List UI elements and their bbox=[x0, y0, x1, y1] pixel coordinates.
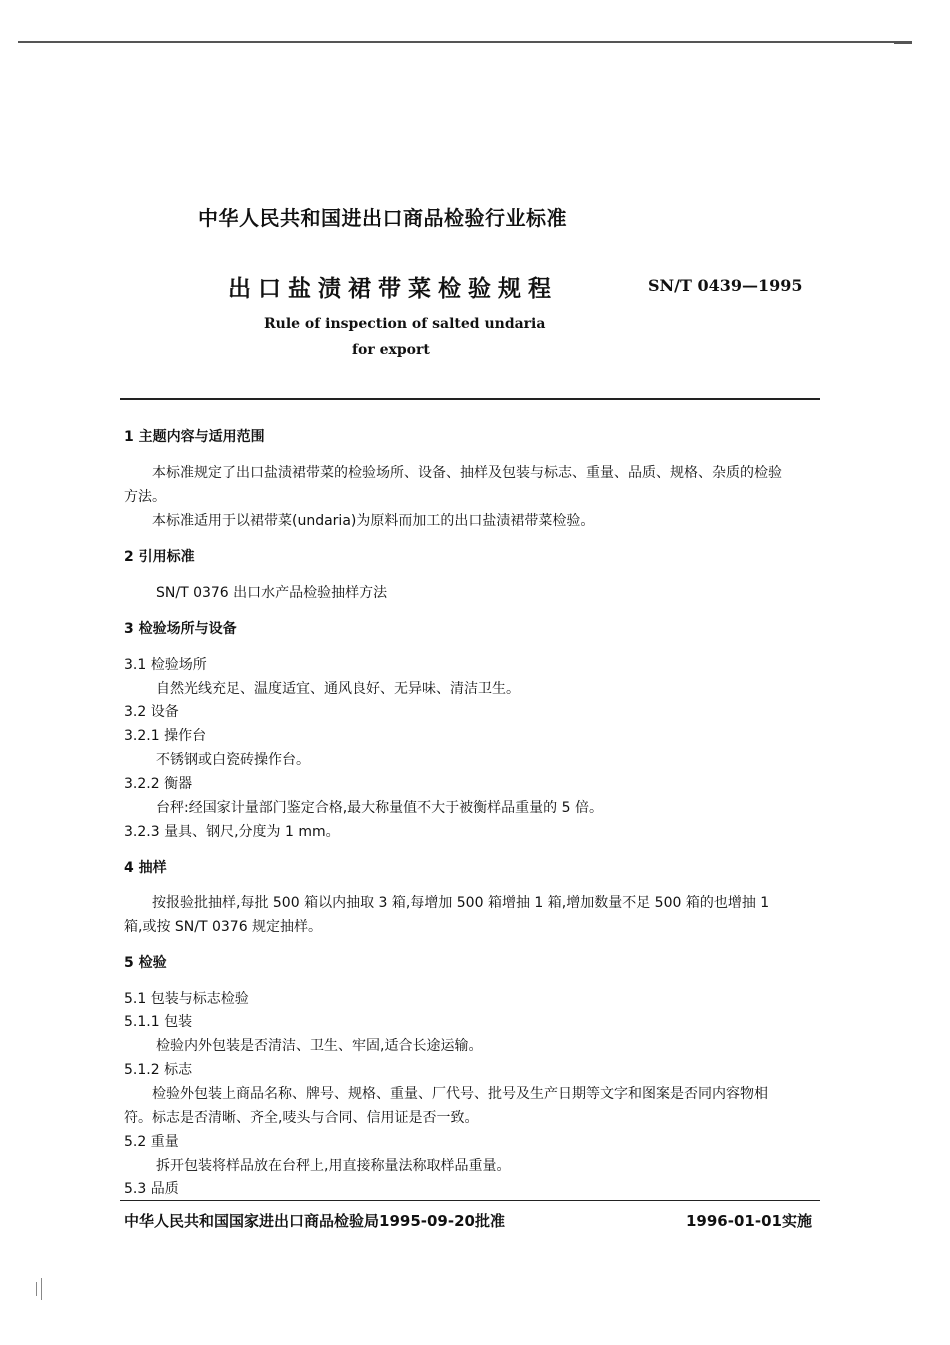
clause-5-1-1-text: 检验内外包装是否清洁、卫生、牢固,适合长途运输。 bbox=[156, 1038, 483, 1054]
clause-3-2-2: 3.2.2 衡器 bbox=[124, 776, 193, 792]
document-title: 出口盐渍裙带菜检验规程 bbox=[228, 276, 558, 302]
clause-5-3: 5.3 品质 bbox=[124, 1181, 179, 1197]
section-1-paragraph-1: 本标准规定了出口盐渍裙带菜的检验场所、设备、抽样及包装与标志、重量、品质、规格、杂质的检验 bbox=[152, 465, 782, 481]
clause-5-1-1: 5.1.1 包装 bbox=[124, 1014, 193, 1030]
section-4-paragraph-cont: 箱,或按 SN/T 0376 规定抽样。 bbox=[124, 919, 323, 935]
section-5-heading: 5 检验 bbox=[124, 955, 167, 971]
clause-5-1-2-text-cont: 符。标志是否清晰、齐全,唛头与合同、信用证是否一致。 bbox=[124, 1110, 479, 1126]
clause-5-2-text: 拆开包装将样品放在台秤上,用直接称量法称取样品重量。 bbox=[156, 1158, 511, 1174]
section-1-paragraph-2: 本标准适用于以裙带菜(undaria)为原料而加工的出口盐渍裙带菜检验。 bbox=[152, 513, 595, 529]
section-4-heading: 4 抽样 bbox=[124, 860, 167, 876]
section-3-heading: 3 检验场所与设备 bbox=[124, 621, 237, 637]
effective-date: 1996-01-01实施 bbox=[686, 1212, 812, 1230]
clause-5-1: 5.1 包装与标志检验 bbox=[124, 991, 249, 1007]
clause-3-2-1: 3.2.1 操作台 bbox=[124, 728, 207, 744]
top-edge-rule bbox=[18, 41, 912, 43]
standard-code: SN/T 0439—1995 bbox=[648, 276, 803, 295]
clause-5-1-2-text: 检验外包装上商品名称、牌号、规格、重量、厂代号、批号及生产日期等文字和图案是否同内容物相 bbox=[152, 1086, 768, 1102]
section-4-paragraph: 按报验批抽样,每批 500 箱以内抽取 3 箱,每增加 500 箱增抽 1 箱,增加数量不足 500 箱的也增抽 1 bbox=[152, 895, 770, 911]
english-title-line2: for export bbox=[352, 342, 430, 358]
clause-3-2: 3.2 设备 bbox=[124, 704, 179, 720]
scan-mark bbox=[41, 1278, 42, 1300]
section-1-heading: 1 主题内容与适用范围 bbox=[124, 429, 265, 445]
clause-3-2-3: 3.2.3 量具、钢尺,分度为 1 mm。 bbox=[124, 824, 340, 840]
clause-5-1-2: 5.1.2 标志 bbox=[124, 1062, 193, 1078]
clause-3-2-1-text: 不锈钢或白瓷砖操作台。 bbox=[156, 752, 310, 768]
scan-mark bbox=[36, 1282, 37, 1296]
english-title-line1: Rule of inspection of salted undaria bbox=[264, 316, 546, 332]
clause-3-1: 3.1 检验场所 bbox=[124, 657, 207, 673]
footer-divider bbox=[120, 1200, 820, 1201]
header-divider bbox=[120, 398, 820, 400]
normative-reference: SN/T 0376 出口水产品检验抽样方法 bbox=[156, 585, 388, 601]
standard-category: 中华人民共和国进出口商品检验行业标准 bbox=[198, 206, 567, 230]
top-edge-rule-tail bbox=[894, 43, 912, 44]
clause-3-2-2-text: 台秤:经国家计量部门鉴定合格,最大称量值不大于被衡样品重量的 5 倍。 bbox=[156, 800, 603, 816]
section-2-heading: 2 引用标准 bbox=[124, 549, 195, 565]
clause-5-2: 5.2 重量 bbox=[124, 1134, 179, 1150]
approval-line: 中华人民共和国国家进出口商品检验局1995-09-20批准 bbox=[124, 1212, 505, 1230]
section-1-paragraph-1-cont: 方法。 bbox=[124, 489, 166, 505]
clause-3-1-text: 自然光线充足、温度适宜、通风良好、无异味、清洁卫生。 bbox=[156, 681, 520, 697]
